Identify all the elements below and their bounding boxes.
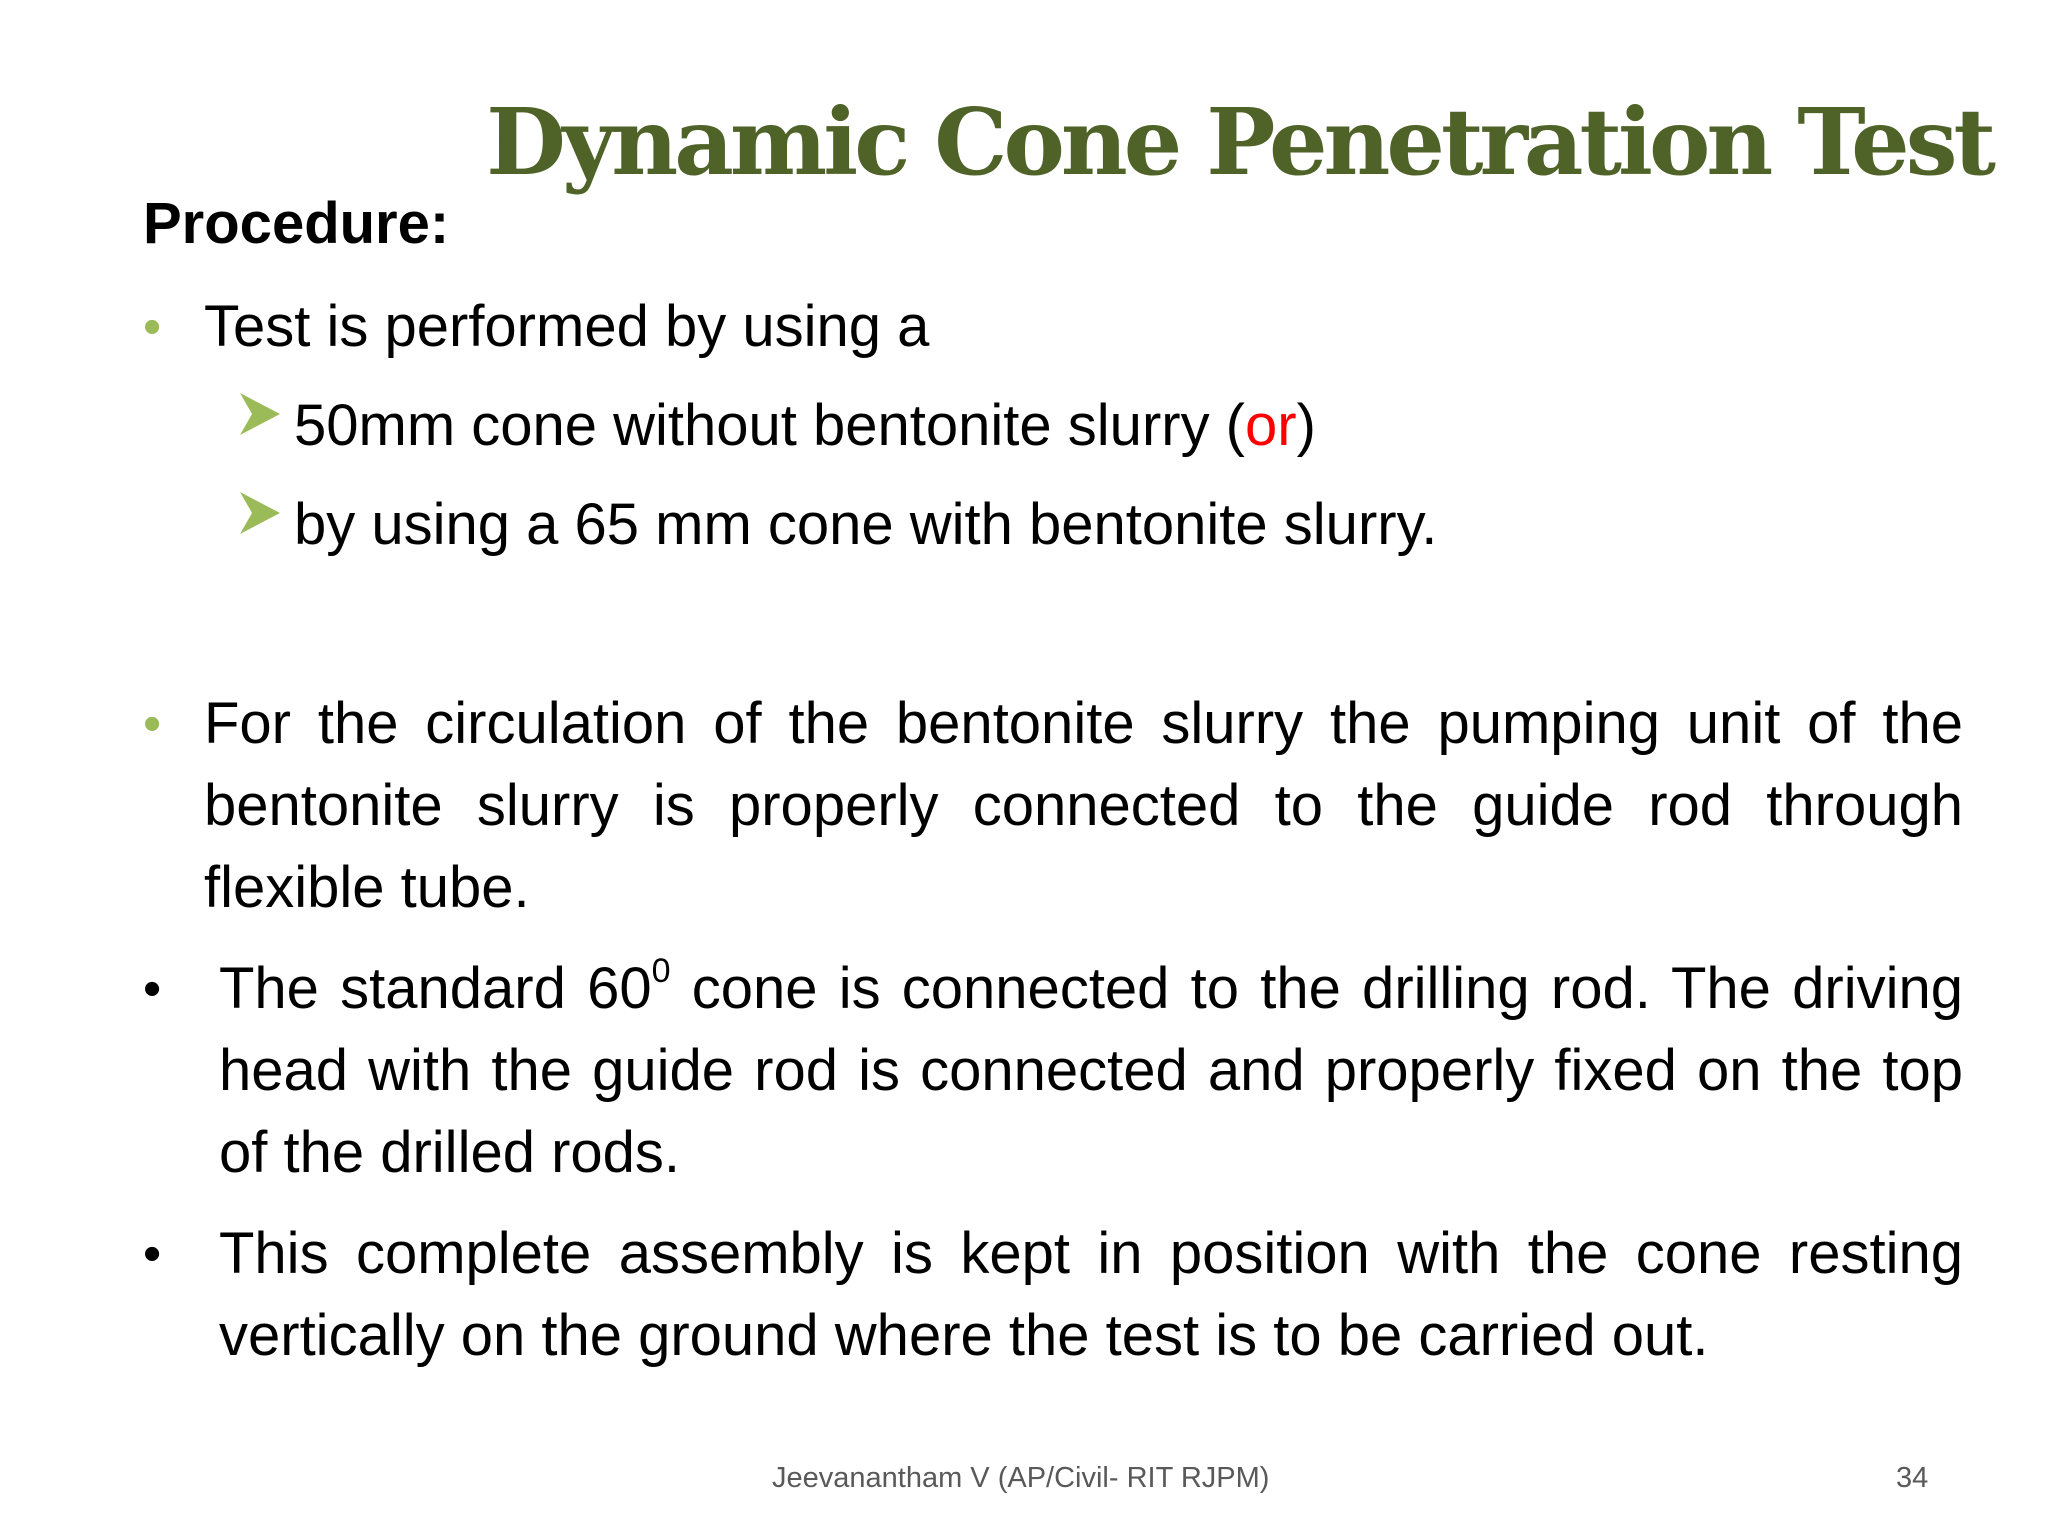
sub-bullet-text-1-main: 50mm cone without bentonite slurry ( xyxy=(294,393,1245,458)
bullet-dot: • xyxy=(143,298,162,356)
footer-author: Jeevanantham V (AP/Civil- RIT RJPM) xyxy=(772,1462,1270,1494)
bullet-dot: • xyxy=(143,695,162,753)
page-number: 34 xyxy=(1896,1462,1929,1494)
bullet-text-3 xyxy=(219,948,1963,1194)
or-emphasis: or xyxy=(1245,393,1297,458)
bullet-item-4 xyxy=(143,1213,1963,1377)
slide-title: Dynamic Cone Penetration Test xyxy=(486,88,1992,196)
arrow-right-icon xyxy=(238,488,282,538)
bullet-text-1: Test is performed by using a xyxy=(204,294,930,359)
bullet-text-4: This complete assembly is kept in position with the cone resting vertically on the ground where the test is to be carried out. xyxy=(219,1221,1963,1368)
procedure-heading: Procedure: xyxy=(143,191,450,256)
bullet-text-2: For the circulation of the bentonite slurry the pumping unit of the bentonite slurry is properly connected to the guide rod through flexible tube. xyxy=(204,691,1963,920)
bullet-text-3-start: The standard 60 xyxy=(219,956,652,1021)
bullet-dot: • xyxy=(143,960,162,1018)
bullet-text-3-rest: cone is connected to the drilling rod. The driving head with the guide rod is connected and properly fixed on the top of the drilled rods. xyxy=(219,956,1963,1185)
bullet-item-1 xyxy=(143,286,1963,368)
sub-bullet-text-1 xyxy=(294,393,1316,458)
bullet-dot: • xyxy=(143,1225,162,1283)
arrow-right-icon xyxy=(238,389,282,439)
bullet-item-3 xyxy=(143,948,1963,1194)
sub-bullet-item-1 xyxy=(238,385,1316,467)
sub-bullet-text-2: by using a 65 mm cone with bentonite slurry. xyxy=(294,492,1438,557)
bullet-item-2 xyxy=(143,683,1963,929)
degree-superscript: 0 xyxy=(651,951,671,990)
sub-bullet-text-1-close: ) xyxy=(1296,393,1316,458)
sub-bullet-item-2 xyxy=(238,484,1437,566)
